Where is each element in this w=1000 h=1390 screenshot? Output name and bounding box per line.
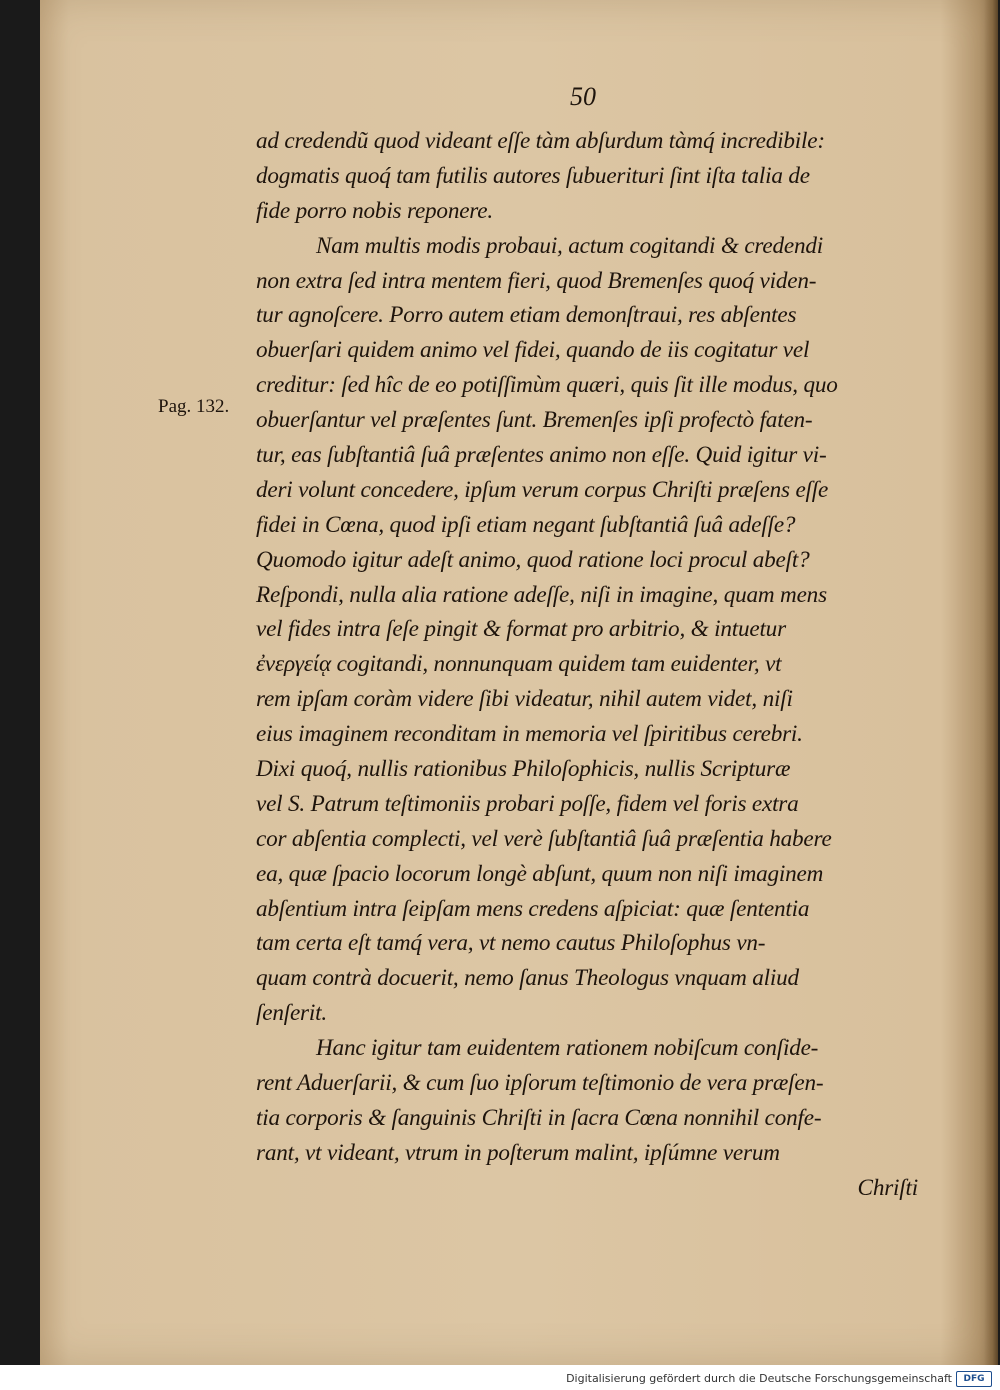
funding-credit: Digitalisierung gefördert durch die Deutsche Forschungsgemeinschaft: [566, 1372, 952, 1385]
text-line: vel S. Patrum teſtimoniis probari poſſe, fidem vel foris extra: [256, 790, 799, 817]
text-line: Reſpondi, nulla alia ratione adeſſe, niſi in imagine, quam mens: [256, 581, 827, 608]
dfg-logo: DFG: [956, 1371, 992, 1387]
text-line: cor abſentia complecti, vel verè ſubſtantiâ ſuâ præſentia habere: [256, 825, 832, 852]
text-line: rant, vt videant, vtrum in poſterum malint, ipſúmne verum: [256, 1139, 780, 1166]
book-page-scan: [40, 0, 998, 1365]
text-line: Nam multis modis probaui, actum cogitandi & credendi: [316, 232, 823, 259]
catchword: Chriſti: [857, 1174, 918, 1201]
page-text-body: [256, 124, 936, 1206]
text-line: ἐνεργείᾳ cogitandi, nonnunquam quidem tam euidenter, vt: [256, 651, 782, 678]
text-line: fidei in Cœna, quod ipſi etiam negant ſubſtantiâ ſuâ adeſſe?: [256, 511, 796, 538]
text-line: eius imaginem reconditam in memoria vel ſpiritibus cerebri.: [256, 721, 803, 748]
text-line: fide porro nobis reponere.: [256, 197, 493, 224]
text-line: Quomodo igitur adeſt animo, quod ratione loci procul abeſt?: [256, 546, 810, 573]
text-line: ea, quæ ſpacio locorum longè abſunt, quum non niſi imaginem: [256, 860, 824, 887]
text-line: creditur: ſed hîc de eo potiſſimùm quæri, quis ſit ille modus, quo: [256, 372, 838, 399]
text-line: dogmatis quoq́ tam futilis autores ſubuerituri ſint iſta talia de: [256, 162, 810, 189]
text-line: non extra ſed intra mentem fieri, quod Bremenſes quoq́ viden-: [256, 267, 817, 294]
text-line: vel fides intra ſeſe pingit & format pro arbitrio, & intuetur: [256, 616, 786, 643]
text-line: rent Aduerſarii, & cum ſuo ipſorum teſtimonio de vera præſen-: [256, 1070, 824, 1097]
page-edge-shadow: [984, 0, 998, 1365]
text-line: quam contrà docuerit, nemo ſanus Theologus vnquam aliud: [256, 965, 799, 992]
margin-note: Pag. 132.: [158, 396, 230, 417]
text-line: tur agnoſcere. Porro autem etiam demonſtraui, res abſentes: [256, 302, 797, 329]
text-line: abſentium intra ſeipſam mens credens aſpiciat: quæ ſententia: [256, 895, 810, 922]
text-line: Hanc igitur tam euidentem rationem nobiſcum conſide-: [316, 1035, 819, 1062]
text-line: tia corporis & ſanguinis Chriſti in ſacra Cœna nonnihil confe-: [256, 1104, 822, 1131]
text-line: tur, eas ſubſtantiâ ſuâ præſentes animo non eſſe. Quid igitur vi-: [256, 442, 827, 469]
page-number: 50: [570, 82, 596, 111]
text-line: deri volunt concedere, ipſum verum corpus Chriſti præſens eſſe: [256, 476, 829, 503]
text-line: tam certa eſt tamq́ vera, vt nemo cautus Philoſophus vn-: [256, 930, 766, 957]
text-line: ad credendũ quod videant eſſe tàm abſurdum tàmq́ incredibile:: [256, 128, 825, 154]
text-line: obuerſantur vel præſentes ſunt. Bremenſes ipſi profectò faten-: [256, 407, 813, 434]
text-line: obuerſari quidem animo vel fidei, quando de iis cogitatur vel: [256, 337, 810, 364]
text-line: Dixi quoq́, nullis rationibus Philoſophicis, nullis Scripturæ: [256, 756, 791, 783]
footer-bar: [0, 1365, 1000, 1390]
text-line: rem ipſam coràm videre ſibi videatur, nihil autem videt, niſi: [256, 686, 793, 713]
text-line: ſenſerit.: [256, 1000, 327, 1027]
